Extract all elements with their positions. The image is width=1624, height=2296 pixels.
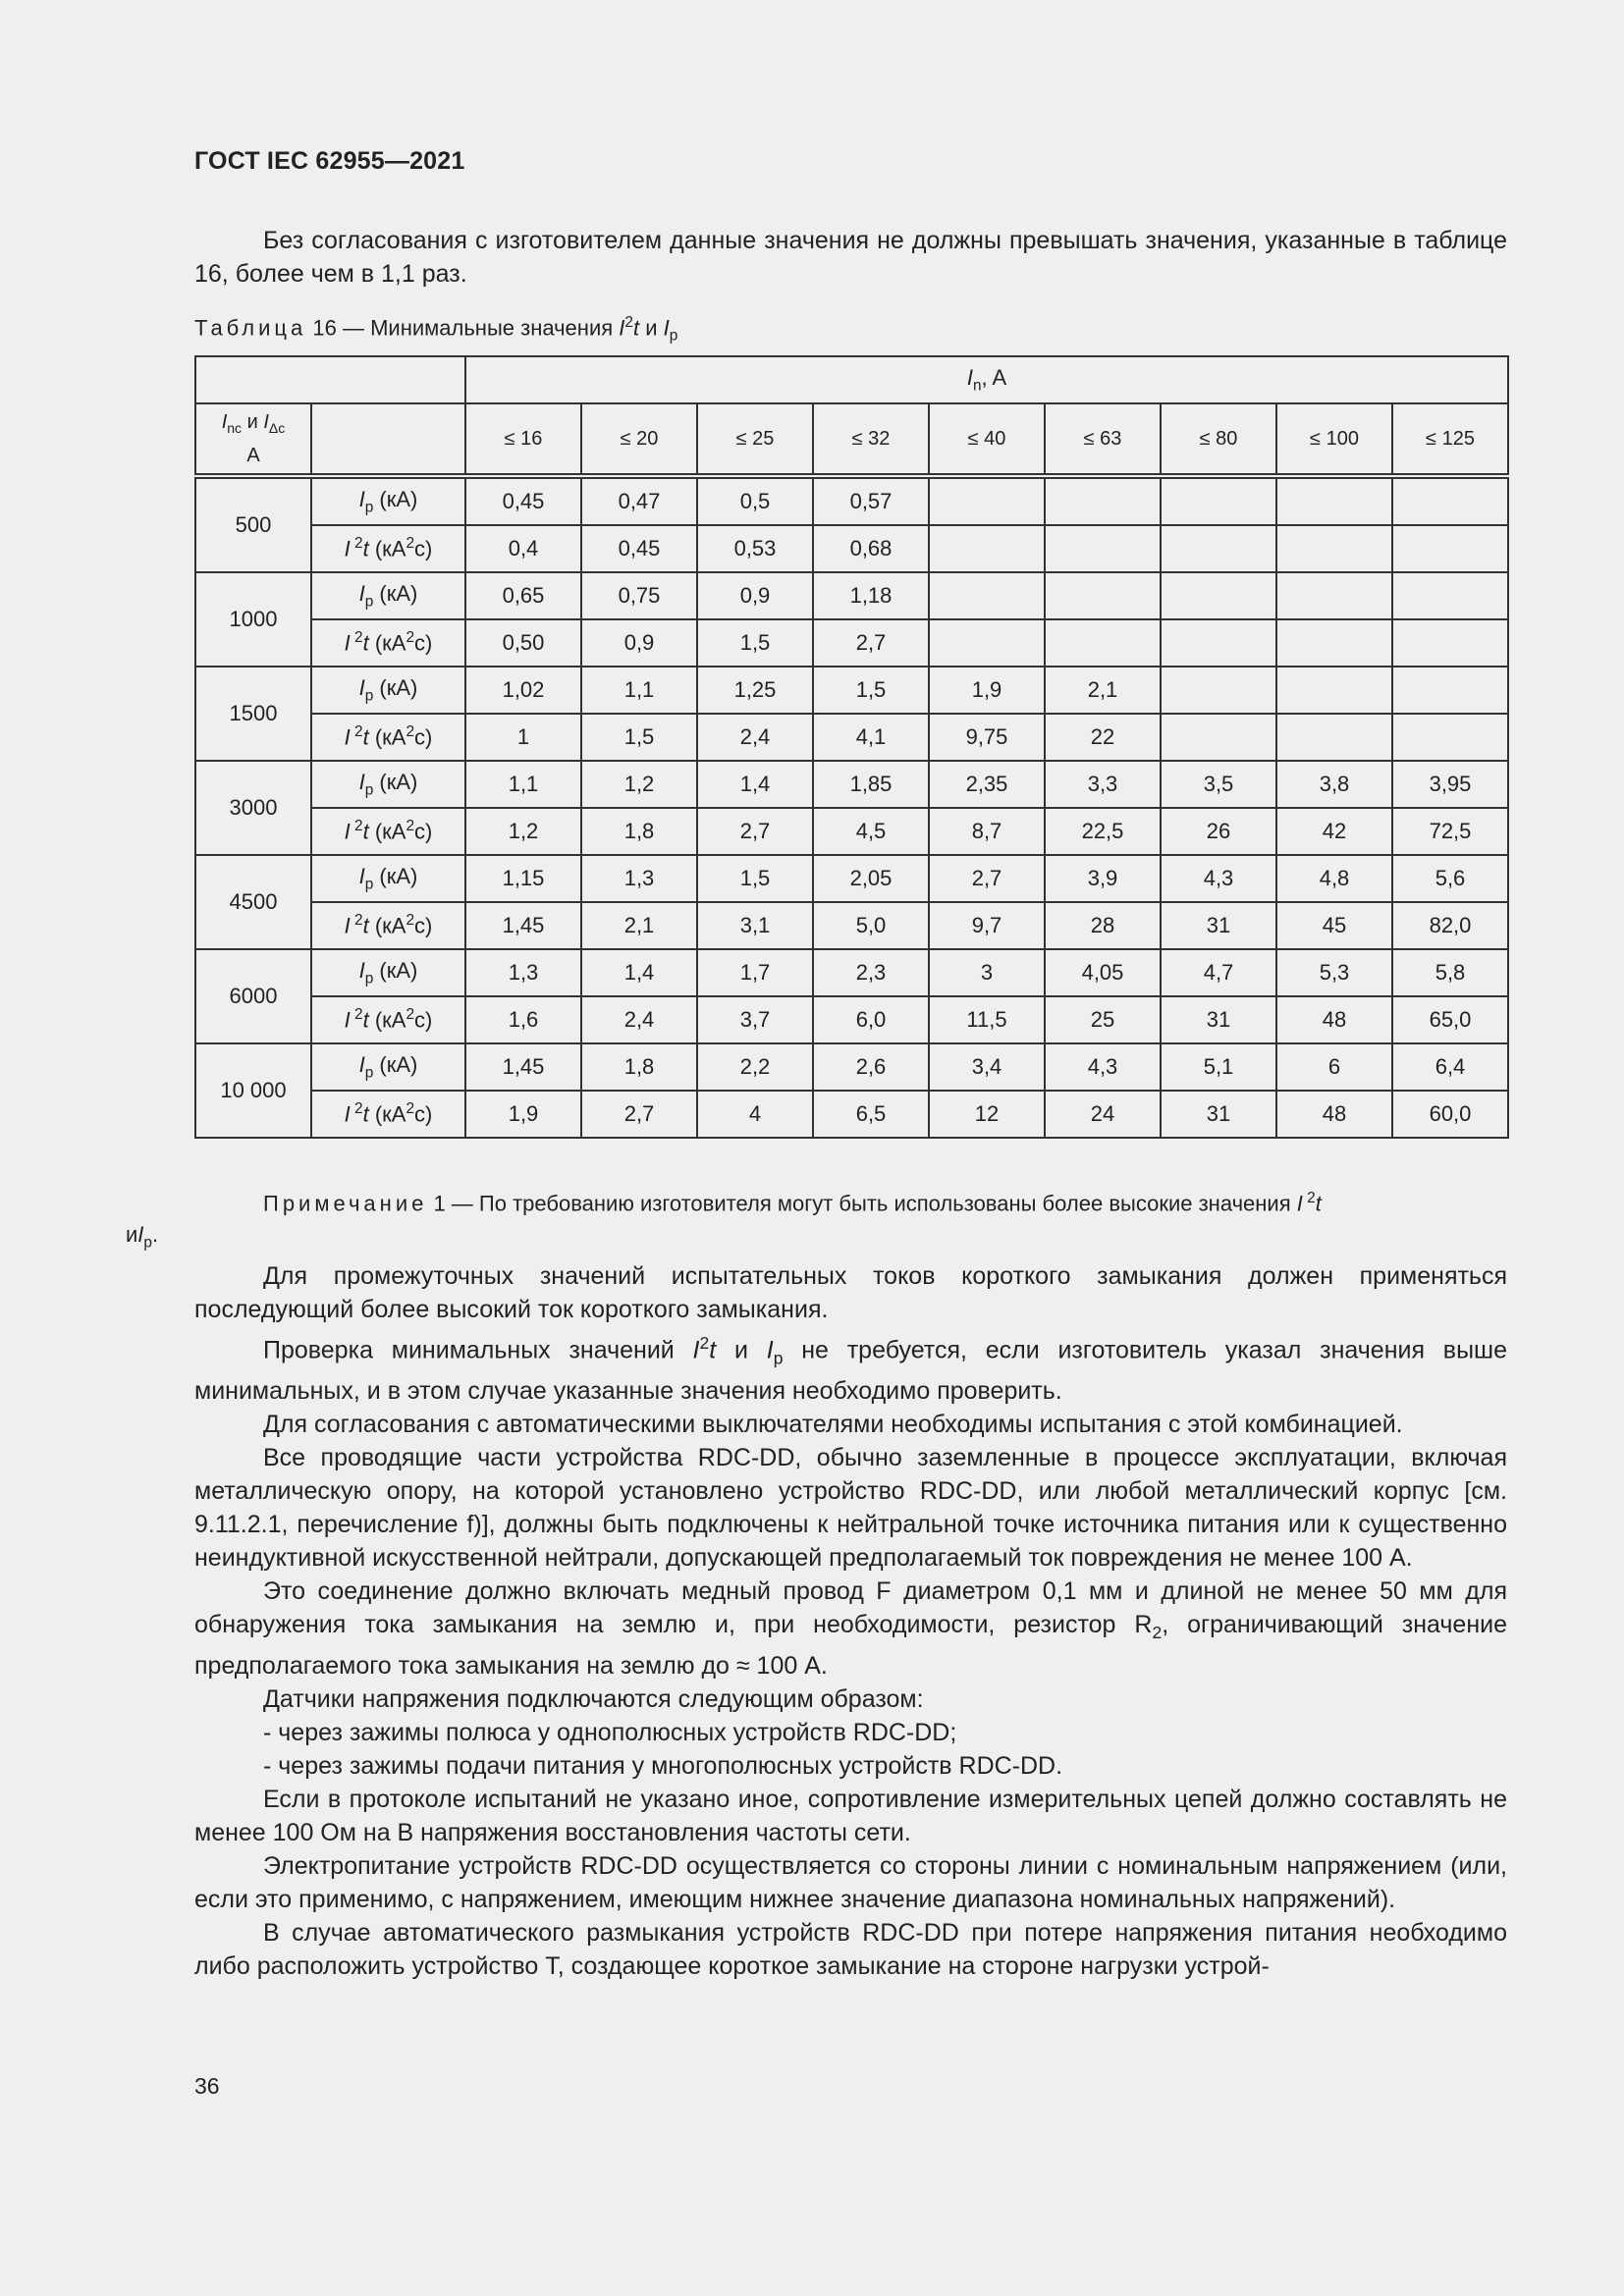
table-caption-label: Таблица <box>194 315 307 341</box>
table-cell: 0,9 <box>581 619 697 667</box>
table-cell: 3,7 <box>697 996 813 1043</box>
table-cell: 31 <box>1161 996 1276 1043</box>
table-cell: 0,47 <box>581 476 697 525</box>
table-row <box>195 808 1508 855</box>
param-ip-cell: $I_p$ (кА) <box>311 667 465 714</box>
table-cell <box>1276 525 1392 572</box>
table-cell: 2,1 <box>1045 667 1161 714</box>
table-cell: 1,5 <box>697 619 813 667</box>
table-row <box>195 667 1508 714</box>
table-cell: 0,57 <box>813 476 929 525</box>
list-item: - через зажимы подачи питания у многополюсных устройств RDC-DD. <box>263 1752 1063 1781</box>
table-cell: 26 <box>1161 808 1276 855</box>
table-cell: 4,8 <box>1276 855 1392 902</box>
param-ip-cell: $I_p$ (кА) <box>311 949 465 996</box>
table-cell <box>1392 667 1508 714</box>
table-row <box>195 855 1508 902</box>
param-ip-cell: $I_p$ (кА) <box>311 572 465 619</box>
paragraph: Для промежуточных значений испытательных токов короткого замыкания должен применяться последующий более высокий ток короткого замыкания. <box>194 1262 1507 1323</box>
current-value-cell: 10 000 <box>195 1043 311 1138</box>
table-cell <box>1276 714 1392 761</box>
table-row <box>195 714 1508 761</box>
table-cell: 1,9 <box>929 667 1045 714</box>
table-cell: 6,4 <box>1392 1043 1508 1091</box>
table-cell: 1,3 <box>581 855 697 902</box>
table-cell: 12 <box>929 1091 1045 1138</box>
table-cell: 4,3 <box>1045 1043 1161 1091</box>
table-cell: 2,7 <box>697 808 813 855</box>
table-cell: 60,0 <box>1392 1091 1508 1138</box>
table-cell: 0,50 <box>465 619 581 667</box>
document-header: ГОСТ IEC 62955—2021 <box>194 147 465 175</box>
param-i2t-cell: I $^2$t $(кА^2с)$ <box>311 1091 465 1138</box>
table-cell: 0,65 <box>465 572 581 619</box>
table-cell: 1,5 <box>581 714 697 761</box>
column-header: ≤ 20 <box>581 403 697 476</box>
table-16 <box>194 355 1509 1139</box>
table-cell: 2,35 <box>929 761 1045 808</box>
paragraph: Датчики напряжения подключаются следующим образом: <box>263 1685 924 1714</box>
table-cell: 0,53 <box>697 525 813 572</box>
table-cell: 1,3 <box>465 949 581 996</box>
table-cell <box>1392 714 1508 761</box>
table-cell <box>1161 714 1276 761</box>
table-cell: 3,5 <box>1161 761 1276 808</box>
table-cell: 0,45 <box>581 525 697 572</box>
table-header-row-1 <box>195 356 1508 403</box>
table-cell: 2,1 <box>581 902 697 949</box>
table-cell: 3 <box>929 949 1045 996</box>
table-cell: 6,0 <box>813 996 929 1043</box>
table-row <box>195 949 1508 996</box>
table-cell: 1,18 <box>813 572 929 619</box>
table-cell: 3,8 <box>1276 761 1392 808</box>
table-row <box>195 996 1508 1043</box>
param-ip-cell: $I_p$ (кА) <box>311 855 465 902</box>
paragraph: Все проводящие части устройства RDC-DD, обычно заземленные в процессе эксплуатации, включая металлическую опору, на которой установлено устройство RDC-DD, или любой металлический корпус [см. 9.11.2.1, перечисление f)], должны быть подключены к нейтральной точке источника питания или к существенно неиндуктивной искусственной нейтрали, допускающей предполагаемый ток повреждения не менее 100 А. <box>194 1444 1507 1573</box>
table-row <box>195 619 1508 667</box>
table-cell: 2,7 <box>929 855 1045 902</box>
table-cell: 2,4 <box>581 996 697 1043</box>
table-cell: 45 <box>1276 902 1392 949</box>
table-cell: 5,1 <box>1161 1043 1276 1091</box>
table-cell: 25 <box>1045 996 1161 1043</box>
param-i2t-cell: I $^2$t $(кА^2с)$ <box>311 619 465 667</box>
table-cell: 1,7 <box>697 949 813 996</box>
table-cell <box>1392 619 1508 667</box>
table-cell: 0,5 <box>697 476 813 525</box>
table-cell: 22 <box>1045 714 1161 761</box>
column-header: ≤ 100 <box>1276 403 1392 476</box>
table-cell <box>1161 572 1276 619</box>
table-cell <box>1392 525 1508 572</box>
param-ip-cell: $I_p$ (кА) <box>311 1043 465 1091</box>
table-cell <box>929 476 1045 525</box>
table-cell: 65,0 <box>1392 996 1508 1043</box>
table-cell <box>929 525 1045 572</box>
table-cell: 3,3 <box>1045 761 1161 808</box>
table-cell: 31 <box>1161 1091 1276 1138</box>
table-cell: 1,8 <box>581 1043 697 1091</box>
table-cell: 24 <box>1045 1091 1161 1138</box>
column-header: ≤ 80 <box>1161 403 1276 476</box>
current-value-cell: 3000 <box>195 761 311 855</box>
table-cell: 1,5 <box>697 855 813 902</box>
table-cell: 31 <box>1161 902 1276 949</box>
table-cell: 2,7 <box>581 1091 697 1138</box>
table-cell <box>1392 572 1508 619</box>
table-cell: 0,75 <box>581 572 697 619</box>
row-group-header: $I_{nc}$ и $I_{\Delta c}$ A <box>195 403 311 476</box>
table-cell <box>1045 476 1161 525</box>
table-cell: 3,9 <box>1045 855 1161 902</box>
table-cell <box>1161 525 1276 572</box>
table-cell: 28 <box>1045 902 1161 949</box>
table-cell: 4,05 <box>1045 949 1161 996</box>
param-ip-cell: $I_p$ (кА) <box>311 761 465 808</box>
table-cell: 1,25 <box>697 667 813 714</box>
param-i2t-cell: I $^2$t $(кА^2с)$ <box>311 714 465 761</box>
current-value-cell: 4500 <box>195 855 311 949</box>
table-cell <box>1045 572 1161 619</box>
table-row <box>195 1043 1508 1091</box>
table-cell: 22,5 <box>1045 808 1161 855</box>
column-header: ≤ 32 <box>813 403 929 476</box>
table-cell <box>1276 572 1392 619</box>
table-cell: 6 <box>1276 1043 1392 1091</box>
table-cell: 1,85 <box>813 761 929 808</box>
table-cell: 0,9 <box>697 572 813 619</box>
table-cell: 2,05 <box>813 855 929 902</box>
page-number: 36 <box>194 2073 220 2099</box>
body-text <box>194 1259 1507 1983</box>
table-cell <box>1161 476 1276 525</box>
param-ip-cell: $I_p$ (кА) <box>311 476 465 525</box>
table-cell: 4,3 <box>1161 855 1276 902</box>
paragraph: Для согласования с автоматическими выключателями необходимы испытания с этой комбинацией. <box>263 1411 1403 1439</box>
table-cell: 1,4 <box>581 949 697 996</box>
list-item: - через зажимы полюса у однополюсных устройств RDC-DD; <box>263 1719 957 1747</box>
paragraph: Если в протоколе испытаний не указано иное, сопротивление измерительных цепей должно составлять не менее 100 Ом на В напряжения восстановления частоты сети. <box>194 1786 1507 1847</box>
table-cell: 1,4 <box>697 761 813 808</box>
table-cell: 5,6 <box>1392 855 1508 902</box>
table-caption-prefix: 16 — Минимальные значения <box>312 315 620 341</box>
column-header: ≤ 63 <box>1045 403 1161 476</box>
paragraph: Это соединение должно включать медный провод F диаметром 0,1 мм и длиной не менее 50 мм для обнаружения тока замыкания на землю и, при необходимости, резистор $R_2$, ограничивающий значение предполагаемого тока замыкания на землю до ≈ 100 А. <box>194 1577 1507 1681</box>
table-row <box>195 761 1508 808</box>
current-value-cell: 6000 <box>195 949 311 1043</box>
table-cell: 9,7 <box>929 902 1045 949</box>
table-cell <box>1161 667 1276 714</box>
current-value-cell: 500 <box>195 476 311 572</box>
table-cell: 4,7 <box>1161 949 1276 996</box>
table-row <box>195 572 1508 619</box>
table-cell: 6,5 <box>813 1091 929 1138</box>
table-cell: 4,1 <box>813 714 929 761</box>
table-note: Примечание 1 — По требованию изготовителя могут быть использованы более высокие значения I $^2$t $иI_p$. <box>126 1190 1322 1252</box>
table-cell: 1,8 <box>581 808 697 855</box>
table-cell: 1,15 <box>465 855 581 902</box>
table-cell: 1,02 <box>465 667 581 714</box>
table-header-row-2 <box>195 403 1508 476</box>
table-cell: 5,0 <box>813 902 929 949</box>
table-cell: 3,95 <box>1392 761 1508 808</box>
paragraph: Проверка минимальных значений $I^2t$ и $I_p$ не требуется, если изготовитель указал значения выше минимальных, и в этом случае указанные значения необходимо проверить. <box>194 1333 1508 1406</box>
table-cell: 42 <box>1276 808 1392 855</box>
table-cell <box>929 619 1045 667</box>
table-cell: 82,0 <box>1392 902 1508 949</box>
intro-paragraph: Без согласования с изготовителем данные значения не должны превышать значения, указанные в таблице 16, более чем в 1,1 раз. <box>194 227 1507 288</box>
table-cell: 1,9 <box>465 1091 581 1138</box>
table-cell: 2,7 <box>813 619 929 667</box>
table-cell: 5,3 <box>1276 949 1392 996</box>
table-cell: 1,5 <box>813 667 929 714</box>
table-cell: 4,5 <box>813 808 929 855</box>
table-row <box>195 902 1508 949</box>
table-cell: 4 <box>697 1091 813 1138</box>
table-cell <box>929 572 1045 619</box>
table-cell: 2,6 <box>813 1043 929 1091</box>
column-header: ≤ 25 <box>697 403 813 476</box>
param-i2t-cell: I $^2$t $(кА^2с)$ <box>311 902 465 949</box>
table-cell <box>1276 667 1392 714</box>
col-group-header: $I_n$, A <box>465 356 1508 403</box>
table-cell: 2,2 <box>697 1043 813 1091</box>
table-row <box>195 1091 1508 1138</box>
table-cell: 3,4 <box>929 1043 1045 1091</box>
table-cell: 1,45 <box>465 902 581 949</box>
current-value-cell: 1500 <box>195 667 311 761</box>
paragraph: В случае автоматического размыкания устройств RDC-DD при потере напряжения питания необходимо либо расположить устройство Т, создающее короткое замыкание на стороне нагрузки устрой- <box>194 1919 1507 1981</box>
table-cell: 9,75 <box>929 714 1045 761</box>
table-cell: 2,3 <box>813 949 929 996</box>
table-cell <box>1161 619 1276 667</box>
table-cell: 1,6 <box>465 996 581 1043</box>
current-value-cell: 1000 <box>195 572 311 667</box>
paragraph: Электропитание устройств RDC-DD осуществляется со стороны линии с номинальным напряжением (или, если это применимо, с напряжением, имеющим нижнее значение диапазона номинальных напряжений). <box>194 1852 1507 1914</box>
table-cell: 0,68 <box>813 525 929 572</box>
table-cell <box>1045 525 1161 572</box>
table-cell <box>1392 476 1508 525</box>
table-cell: 1,2 <box>581 761 697 808</box>
table-cell: 48 <box>1276 1091 1392 1138</box>
table-row <box>195 476 1508 525</box>
table-cell: 0,45 <box>465 476 581 525</box>
table-cell: 1,2 <box>465 808 581 855</box>
table-cell <box>1276 619 1392 667</box>
table-body <box>195 476 1508 1138</box>
column-header: ≤ 125 <box>1392 403 1508 476</box>
table-cell: 11,5 <box>929 996 1045 1043</box>
column-header: ≤ 40 <box>929 403 1045 476</box>
table-cell: 1,45 <box>465 1043 581 1091</box>
table-caption: Таблица 16 — Минимальные значения $I^2t$ и $I_p$ <box>194 314 678 345</box>
table-cell <box>1045 619 1161 667</box>
table-cell <box>1276 476 1392 525</box>
param-i2t-cell: I $^2$t $(кА^2с)$ <box>311 808 465 855</box>
column-header: ≤ 16 <box>465 403 581 476</box>
table-cell: 1,1 <box>465 761 581 808</box>
table-cell: 3,1 <box>697 902 813 949</box>
table-cell: 8,7 <box>929 808 1045 855</box>
table-cell: 48 <box>1276 996 1392 1043</box>
table-cell: 1 <box>465 714 581 761</box>
table-row <box>195 525 1508 572</box>
table-cell: 72,5 <box>1392 808 1508 855</box>
table-cell: 0,4 <box>465 525 581 572</box>
table-cell: 2,4 <box>697 714 813 761</box>
param-i2t-cell: I $^2$t $(кА^2с)$ <box>311 525 465 572</box>
table-cell: 1,1 <box>581 667 697 714</box>
param-i2t-cell: I $^2$t $(кА^2с)$ <box>311 996 465 1043</box>
table-cell: 5,8 <box>1392 949 1508 996</box>
